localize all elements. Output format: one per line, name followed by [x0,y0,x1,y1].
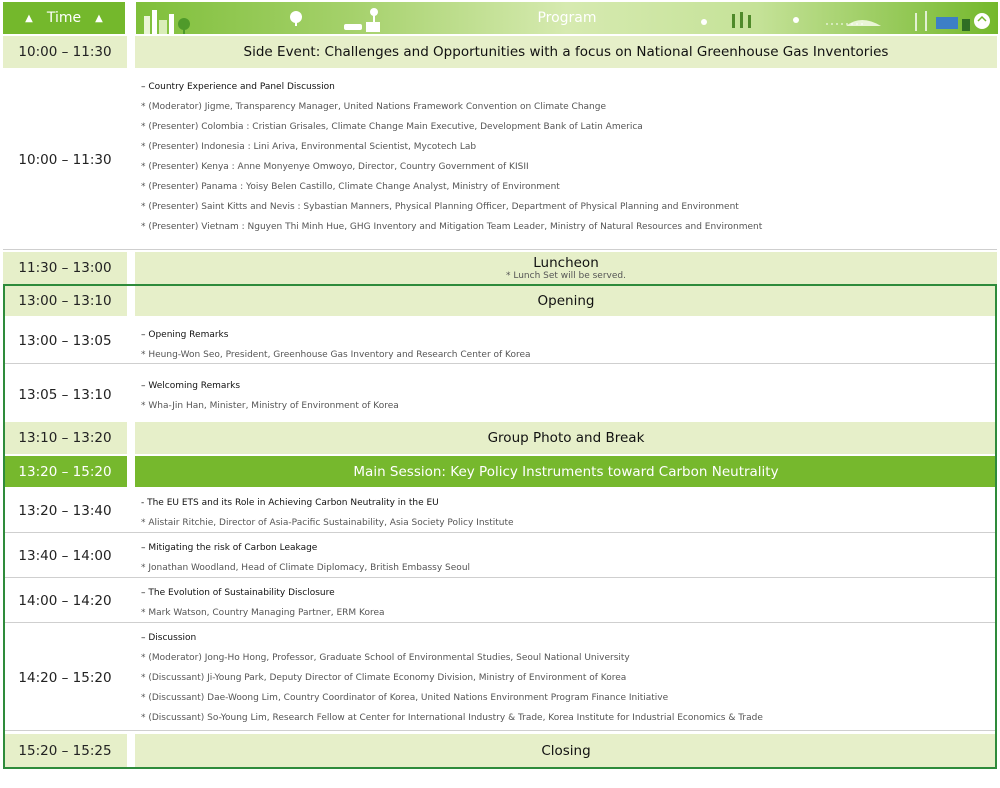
session-note: * Lunch Set will be served. [506,271,626,281]
schedule-row-group-photo [3,422,997,454]
trees-icon [696,8,776,30]
schedule-row-discussion [3,625,997,731]
schedule-row-welcoming-remarks [3,370,997,420]
item-title: – Country Experience and Panel Discussion [141,82,335,92]
schedule-row-side-event [3,36,997,68]
program-cell [135,318,997,363]
speaker-line: * (Presenter) Vietnam : Nguyen Thi Minh Hue, GHG Inventory and Mitigation Team Leader, Ministry of Natural Resources and Environment [141,222,763,232]
session-title: Main Session: Key Policy Instruments toward Carbon Neutrality [353,463,779,480]
schedule-row-opening-remarks [3,318,997,364]
session-title: Opening [537,293,595,309]
speaker-line: * (Presenter) Indonesia : Lini Ariva, Environmental Scientist, Mycotech Lab [141,142,477,152]
wind-solar-recycle-icon [908,5,994,33]
time-column-header [3,2,125,34]
schedule-row-carbon-leakage [3,535,997,578]
speaker-line: * (Presenter) Saint Kitts and Nevis : Sybastian Manners, Physical Planning Officer, Department of Physical Planning and Environment [141,202,739,212]
schedule-row-closing [3,734,997,767]
program-cell [135,36,997,68]
speaker-line: * (Discussant) Ji-Young Park, Deputy Director of Climate Economy Division, Ministry of Environment of Korea [141,673,627,683]
time-cell: 14:20 – 15:20 [18,669,112,686]
item-title: – Discussion [141,633,197,643]
schedule-row-eu-ets [3,489,997,533]
speaker-line: * Jonathan Woodland, Head of Climate Diplomacy, British Embassy Seoul [141,563,471,573]
item-title: - The EU ETS and its Role in Achieving Carbon Neutrality in the EU [141,498,439,508]
session-title: Group Photo and Break [487,430,645,446]
item-title: – Mitigating the risk of Carbon Leakage [141,543,318,553]
city-buildings-icon [142,6,202,34]
speaker-line: * (Presenter) Panama : Yoisy Belen Castillo, Climate Change Analyst, Ministry of Environment [141,182,560,192]
schedule-row-country-experience [3,70,997,250]
program-cell [135,252,997,284]
session-title: Side Event: Challenges and Opportunities with a focus on National Greenhouse Gas Inventories [243,44,889,60]
speaker-line: * (Moderator) Jong-Ho Hong, Professor, Graduate School of Environmental Studies, Seoul National University [141,653,630,663]
speaker-line: * (Discussant) So-Young Lim, Research Fellow at Center for International Industry & Trade, Korea Institute for Industrial Economics & Trade [141,713,763,723]
schedule-row-opening [3,286,997,316]
program-cell [135,734,997,767]
item-title: – Welcoming Remarks [141,381,241,391]
hills-icon [786,10,896,30]
time-header-label: Time [46,10,82,26]
time-cell: 13:40 – 14:00 [18,548,112,564]
up-arrow-icon: ▲ [25,12,33,24]
program-cell [135,70,997,249]
time-cell: 13:20 – 15:20 [3,456,127,487]
program-cell [135,422,997,454]
schedule-row-sustainability-disclosure [3,580,997,623]
up-arrow-icon: ▲ [95,12,103,24]
time-cell: 13:20 – 13:40 [18,502,112,519]
speaker-line: * (Presenter) Kenya : Anne Monyenye Omwoyo, Director, Country Government of KISII [141,162,529,172]
time-cell: 14:00 – 14:20 [18,593,112,609]
speaker-line: * Heung-Won Seo, President, Greenhouse Gas Inventory and Research Center of Korea [141,350,531,360]
program-cell [135,580,997,622]
program-cell [135,456,997,487]
tree-icon [286,10,306,26]
time-cell: 13:00 – 13:05 [18,332,112,349]
program-cell [135,370,997,420]
time-cell: 15:20 – 15:25 [3,734,127,767]
session-title: Luncheon [533,255,599,271]
item-title: – The Evolution of Sustainability Disclosure [141,588,335,598]
schedule-row-main-session [3,456,997,487]
time-cell: 13:00 – 13:10 [3,286,127,316]
program-cell [135,489,997,532]
time-cell: 13:05 – 13:10 [18,387,112,403]
program-cell [135,535,997,577]
item-title: – Opening Remarks [141,330,229,340]
car-and-pin-icon [336,6,396,34]
program-header-label: Program [537,10,597,26]
speaker-line: * (Moderator) Jigme, Transparency Manager, United Nations Framework Convention on Climate Change [141,102,607,112]
speaker-line: * (Presenter) Colombia : Cristian Grisales, Climate Change Main Executive, Development Bank of Latin America [141,122,643,132]
time-cell: 11:30 – 13:00 [3,252,127,284]
schedule-row-luncheon [3,252,997,284]
program-column-header [136,2,998,34]
time-cell: 10:00 – 11:30 [18,151,112,168]
program-cell [135,286,997,316]
program-cell [135,625,997,730]
session-title: Closing [541,742,591,759]
speaker-line: * (Discussant) Dae-Woong Lim, Country Coordinator of Korea, United Nations Environment Program Finance Initiative [141,693,669,703]
time-cell: 13:10 – 13:20 [3,422,127,454]
speaker-line: * Mark Watson, Country Managing Partner, ERM Korea [141,608,385,618]
time-cell: 10:00 – 11:30 [3,36,127,68]
speaker-line: * Alistair Ritchie, Director of Asia-Pacific Sustainability, Asia Society Policy Institute [141,518,514,528]
speaker-line: * Wha-Jin Han, Minister, Ministry of Environment of Korea [141,401,399,411]
